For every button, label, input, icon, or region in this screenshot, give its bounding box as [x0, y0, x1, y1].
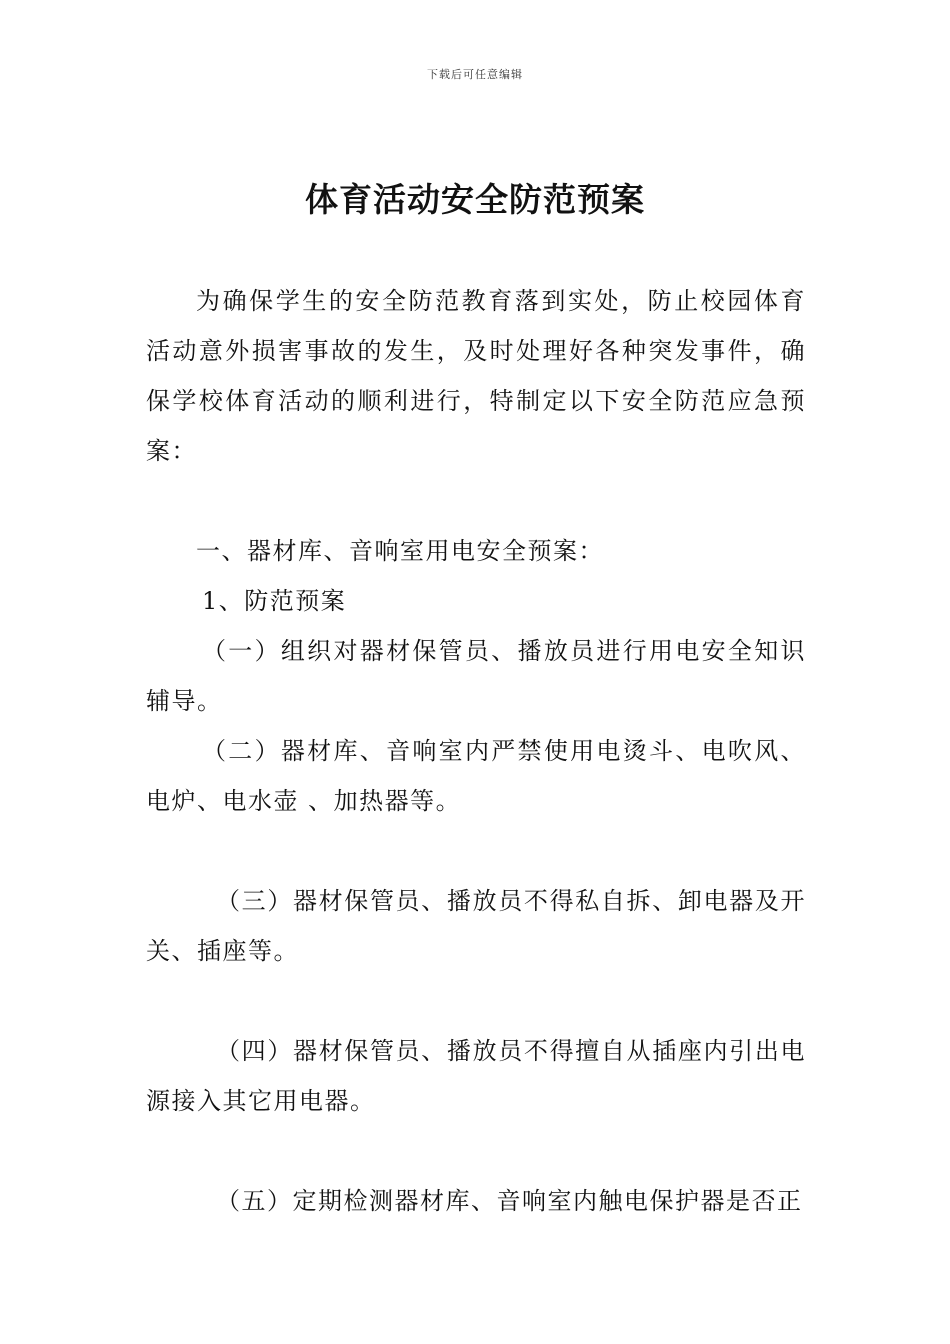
intro-paragraph: 为确保学生的安全防范教育落到实处，防止校园体育活动意外损害事故的发生，及时处理好各种突发事件，确保学校体育活动的顺利进行，特制定以下安全防范应急预案：	[146, 287, 806, 465]
section-heading: 一、器材库、音响室用电安全预案：	[196, 537, 604, 565]
spacer	[146, 976, 806, 1026]
list-item: （三）器材保管员、播放员不得私自拆、卸电器及开关、插座等。	[146, 887, 806, 965]
page-header-note: 下载后可任意编辑	[427, 68, 523, 81]
list-item: （五）定期检测器材库、音响室内触电保护器是否正	[216, 1187, 803, 1215]
spacer	[146, 826, 806, 876]
document-body	[146, 276, 806, 1226]
list-item: （四）器材保管员、播放员不得擅自从插座内引出电源接入其它用电器。	[146, 1037, 806, 1115]
document-title: 体育活动安全防范预案	[305, 180, 645, 219]
list-item: （一）组织对器材保管员、播放员进行用电安全知识辅导。	[146, 637, 806, 715]
list-item: （二）器材库、音响室内严禁使用电烫斗、电吹风、电炉、电水壶 、加热器等。	[146, 737, 806, 815]
subsection-heading: 1、防范预案	[202, 587, 347, 615]
spacer	[146, 1126, 806, 1176]
spacer	[146, 476, 806, 526]
